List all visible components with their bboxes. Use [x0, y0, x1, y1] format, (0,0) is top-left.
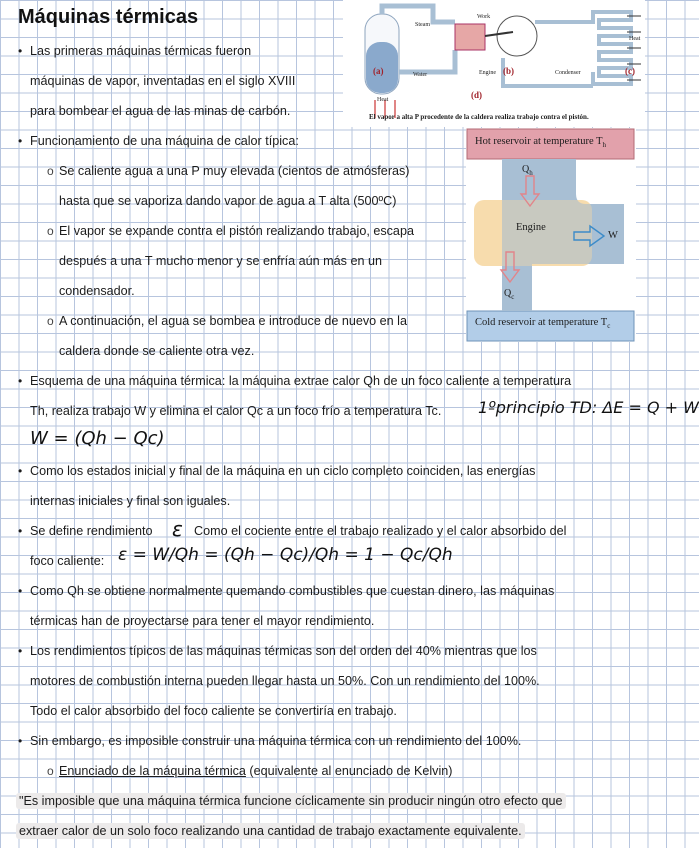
- label-a: (a): [373, 66, 384, 76]
- bullet: •: [18, 644, 23, 658]
- text-line: Los rendimientos típicos de las máquinas térmicas son del orden del 40% mientras que los: [30, 644, 537, 658]
- text-line: internas iniciales y final son iguales.: [30, 494, 231, 508]
- text-line: hasta que se vaporiza dando vapor de agua a T alta (500ºC): [59, 194, 397, 208]
- text-line: foco caliente:: [30, 554, 105, 568]
- bullet: •: [18, 524, 23, 538]
- bullet: •: [18, 734, 23, 748]
- label-b: (b): [503, 66, 514, 76]
- steam-label: Steam: [415, 22, 430, 28]
- sub-bullet: o: [47, 314, 54, 328]
- text-line: después a una T mucho menor y se enfría aún más en un: [59, 254, 382, 268]
- water-label: Water: [413, 72, 428, 78]
- engine-label: Engine: [479, 70, 496, 76]
- steam-figure-caption: El vapor a alta P procedente de la caldera realiza trabajo contra el pistón.: [369, 113, 589, 121]
- text-line: caldera donde se caliente otra vez.: [59, 344, 255, 358]
- qc-label: $Q_c$: [504, 288, 515, 301]
- bullet: •: [18, 584, 23, 598]
- text-line: Como los estados inicial y final de la máquina en un ciclo completo coinciden, las energías: [30, 464, 536, 478]
- bullet: •: [18, 134, 23, 148]
- sub-bullet: o: [47, 164, 54, 178]
- text-line: El vapor se expande contra el pistón realizando trabajo, escapa: [59, 224, 414, 238]
- qh-label: $Q_h$: [522, 164, 533, 177]
- text-line: motores de combustión interna pueden llegar hasta un 50%. Con un rendimiento del 100%.: [30, 674, 540, 688]
- text-line: para bombear el agua de las minas de carbón.: [30, 104, 291, 118]
- quote-line: "Es imposible que una máquina térmica funcione cíclicamente sin producir ningún otro efecto que: [16, 793, 566, 809]
- engine-box-label: Engine: [516, 222, 546, 233]
- cold-reservoir-label: Cold reservoir at temperature $T_c$: [475, 317, 611, 331]
- text-line: Como el cociente entre el trabajo realizado y el calor absorbido del: [194, 524, 567, 538]
- condenser-label: Condenser: [555, 70, 581, 76]
- epsilon-handwriting: ε: [172, 517, 183, 541]
- quote-line: extraer calor de un solo foco realizando una cantidad de trabajo exactamente equivalente.: [16, 823, 525, 839]
- efficiency-equation-handwriting: ε = W/Qh = (Qh − Qc)/Qh = 1 − Qc/Qh: [118, 545, 453, 565]
- text-line: Funcionamiento de una máquina de calor típica:: [30, 134, 299, 148]
- steam-engine-figure: [343, 0, 645, 127]
- text-line: térmicas han de proyectarse para tener el mayor rendimiento.: [30, 614, 375, 628]
- w-label: W: [608, 230, 618, 241]
- text-line: Las primeras máquinas térmicas fueron: [30, 44, 252, 58]
- bullet: •: [18, 374, 23, 388]
- text-line: A continuación, el agua se bombea e introduce de nuevo en la: [59, 314, 407, 328]
- text-line: Todo el calor absorbido del foco caliente se convertiría en trabajo.: [30, 704, 397, 718]
- text-line: Esquema de una máquina térmica: la máquina extrae calor Qh de un foco caliente a temperatura: [30, 374, 572, 388]
- text-line: Como Qh se obtiene normalmente quemando combustibles que cuestan dinero, las máquinas: [30, 584, 555, 598]
- heat-right-label: Heat: [629, 36, 641, 42]
- text-line: Th, realiza trabajo W y elimina el calor Qc a un foco frío a temperatura Tc.: [30, 404, 442, 418]
- steam-engine-diagram: [343, 0, 645, 127]
- text-line: condensador.: [59, 284, 135, 298]
- bullet: •: [18, 464, 23, 478]
- text-line: Se caliente agua a una P muy elevada (cientos de atmósferas): [59, 164, 410, 178]
- page-title: Máquinas térmicas: [18, 6, 199, 28]
- text-line: Enunciado de la máquina térmica (equivalente al enunciado de Kelvin): [59, 764, 453, 778]
- kelvin-statement-heading: Enunciado de la máquina térmica: [59, 764, 246, 778]
- work-equation-handwriting: W = (Qh − Qc): [30, 428, 165, 449]
- heat-bottom-label: Heat: [377, 97, 389, 103]
- text-line: Se define rendimiento: [30, 524, 153, 538]
- sub-bullet: o: [47, 764, 54, 778]
- hot-reservoir-label: Hot reservoir at temperature $T_h$: [475, 136, 607, 150]
- first-law-handwriting: 1ºprincipio TD: ΔE = Q + W: [478, 398, 699, 417]
- work-label: Work: [477, 14, 491, 20]
- label-d: (d): [471, 90, 482, 100]
- text-line: máquinas de vapor, inventadas en el siglo XVIII: [30, 74, 296, 88]
- label-c: (c): [625, 66, 635, 76]
- bullet: •: [18, 44, 23, 58]
- text-line: Sin embargo, es imposible construir una máquina térmica con un rendimiento del 100%.: [30, 734, 522, 748]
- heat-engine-figure: [466, 128, 636, 342]
- sub-bullet: o: [47, 224, 54, 238]
